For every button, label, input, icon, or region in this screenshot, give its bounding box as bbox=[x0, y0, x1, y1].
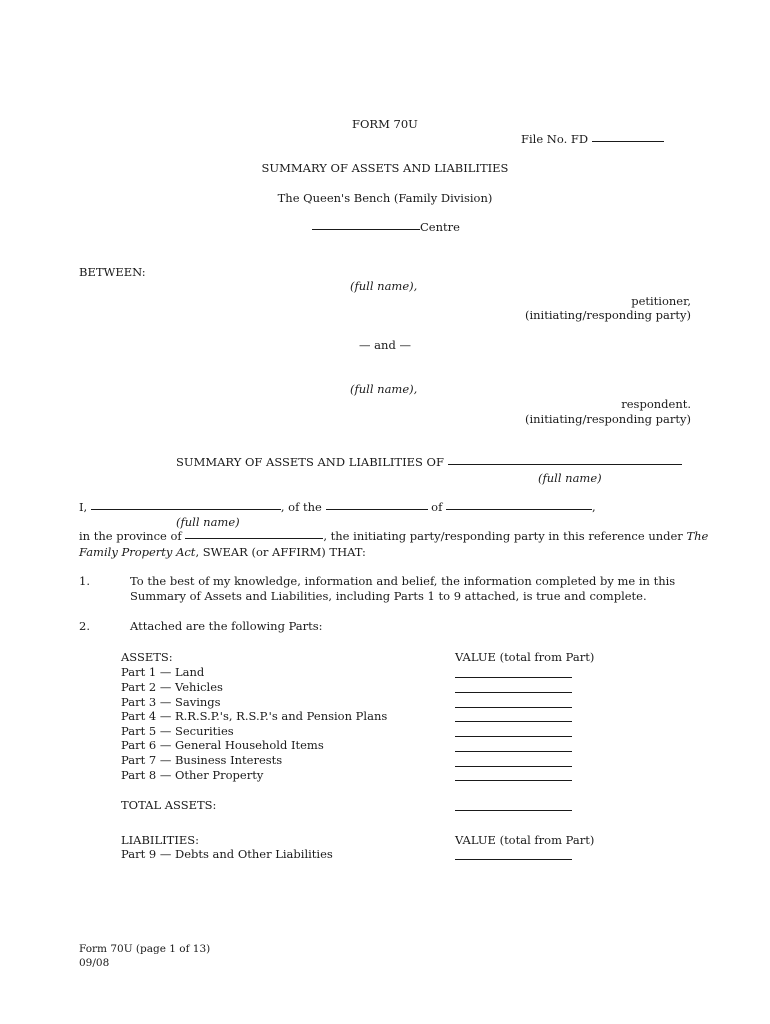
form-title: FORM 70U bbox=[352, 117, 418, 131]
assets-value-heading: VALUE (total from Part) bbox=[455, 650, 595, 664]
asset-part-7-label: Part 7 — Business Interests bbox=[121, 753, 283, 767]
item-2-text: Attached are the following Parts: bbox=[130, 619, 323, 633]
municipality-type-field[interactable] bbox=[326, 509, 428, 510]
petitioner-role: petitioner, bbox=[631, 294, 691, 308]
asset-part-2-label: Part 2 — Vehicles bbox=[121, 680, 223, 694]
liabilities-heading: LIABILITIES: bbox=[121, 833, 200, 847]
footer-date-code: 09/08 bbox=[79, 957, 110, 969]
file-number-field[interactable] bbox=[592, 141, 664, 142]
municipality-name-field[interactable] bbox=[446, 509, 592, 510]
assets-heading: ASSETS: bbox=[121, 650, 173, 664]
asset-part-6-label: Part 6 — General Household Items bbox=[121, 738, 324, 752]
oath-line-1: I, , of the of , bbox=[79, 500, 596, 514]
asset-part-4-label: Part 4 — R.R.S.P.'s, R.S.P.'s and Pension Plans bbox=[121, 709, 388, 723]
petitioner-party-type: (initiating/responding party) bbox=[524, 308, 691, 322]
respondent-full-name: (full name), bbox=[350, 382, 418, 396]
between-label: BETWEEN: bbox=[79, 265, 146, 279]
asset-part-5-label: Part 5 — Securities bbox=[121, 724, 234, 738]
total-assets-value-field[interactable] bbox=[455, 810, 572, 811]
item-1-text-line-2: Summary of Assets and Liabilities, including Parts 1 to 9 attached, is true and complete. bbox=[130, 589, 647, 603]
footer-page-label: Form 70U (page 1 of 13) bbox=[79, 943, 211, 955]
oath-line-3: Family Property Act, SWEAR (or AFFIRM) THAT: bbox=[79, 545, 366, 559]
oath-full-name-caption: (full name) bbox=[176, 515, 240, 529]
asset-part-4-value-field[interactable] bbox=[455, 721, 572, 722]
and-separator: — and — bbox=[359, 338, 411, 352]
asset-part-8-label: Part 8 — Other Property bbox=[121, 768, 264, 782]
asset-part-3-label: Part 3 — Savings bbox=[121, 695, 221, 709]
centre-field[interactable] bbox=[312, 229, 420, 230]
item-1-number: 1. bbox=[79, 574, 90, 588]
item-1-text-line-1: To the best of my knowledge, information and belief, the information completed by me in this bbox=[130, 574, 676, 588]
asset-part-2-value-field[interactable] bbox=[455, 692, 572, 693]
province-field[interactable] bbox=[185, 538, 323, 539]
deponent-name-field[interactable] bbox=[91, 509, 281, 510]
asset-part-8-value-field[interactable] bbox=[455, 780, 572, 781]
total-assets-label: TOTAL ASSETS: bbox=[121, 798, 217, 812]
centre-line: Centre bbox=[312, 220, 460, 234]
asset-part-5-value-field[interactable] bbox=[455, 736, 572, 737]
summary-of-heading: SUMMARY OF ASSETS AND LIABILITIES OF bbox=[176, 455, 682, 469]
court-name: The Queen's Bench (Family Division) bbox=[277, 191, 493, 205]
asset-part-3-value-field[interactable] bbox=[455, 707, 572, 708]
summary-name-field[interactable] bbox=[448, 464, 682, 465]
document-title: SUMMARY OF ASSETS AND LIABILITIES bbox=[261, 161, 509, 175]
item-2-number: 2. bbox=[79, 619, 90, 633]
summary-full-name-caption: (full name) bbox=[538, 471, 602, 485]
liability-part-9-value-field[interactable] bbox=[455, 859, 572, 860]
asset-part-6-value-field[interactable] bbox=[455, 751, 572, 752]
liability-part-9-label: Part 9 — Debts and Other Liabilities bbox=[121, 847, 333, 861]
file-number-label: File No. FD bbox=[521, 132, 664, 146]
asset-part-1-label: Part 1 — Land bbox=[121, 665, 205, 679]
asset-part-7-value-field[interactable] bbox=[455, 766, 572, 767]
respondent-party-type: (initiating/responding party) bbox=[524, 412, 691, 426]
oath-line-2: in the province of , the initiating party/responding party in this reference under The bbox=[79, 529, 709, 543]
liabilities-value-heading: VALUE (total from Part) bbox=[455, 833, 595, 847]
asset-part-1-value-field[interactable] bbox=[455, 677, 572, 678]
respondent-role: respondent. bbox=[621, 397, 691, 411]
petitioner-full-name: (full name), bbox=[350, 279, 418, 293]
